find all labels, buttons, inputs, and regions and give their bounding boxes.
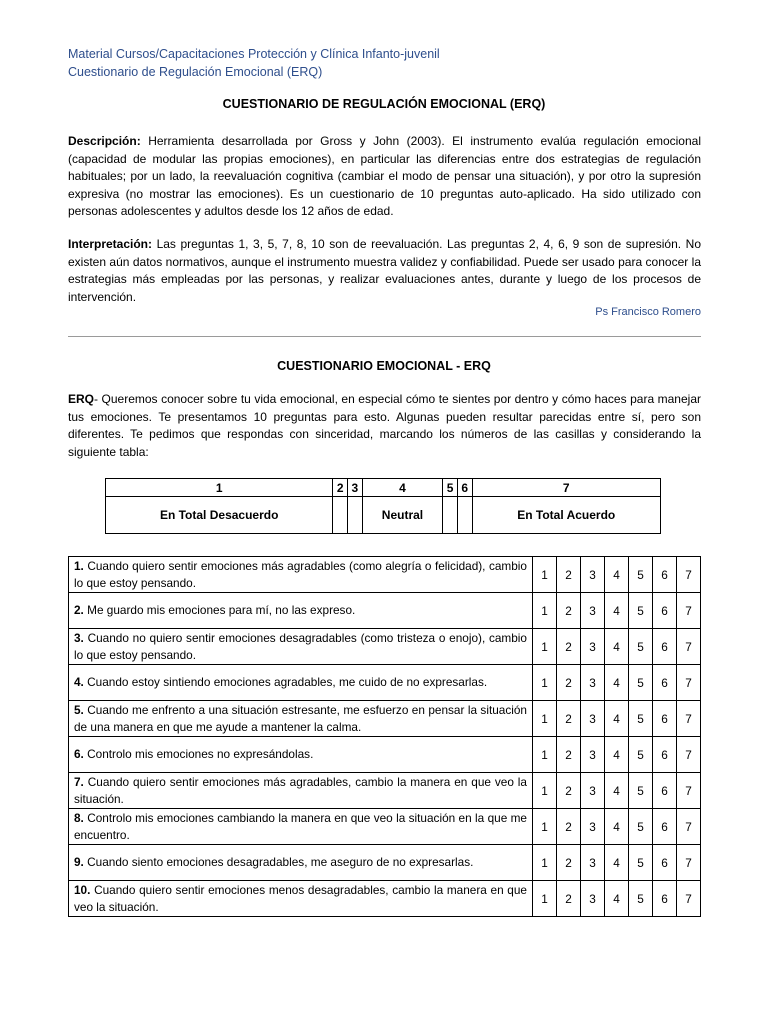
answer-option-4[interactable]: 4 <box>605 809 629 845</box>
main-title: CUESTIONARIO DE REGULACIÓN EMOCIONAL (ERQ) <box>222 97 546 111</box>
intro-label: ERQ <box>68 392 95 406</box>
header-line-questionnaire: Cuestionario de Regulación Emocional (ERQ) <box>68 65 323 79</box>
answer-option-2[interactable]: 2 <box>557 773 581 809</box>
answer-option-3[interactable]: 3 <box>581 845 605 881</box>
answer-option-7[interactable]: 7 <box>677 557 701 593</box>
answer-option-7[interactable]: 7 <box>677 809 701 845</box>
question-text-cell <box>69 737 533 773</box>
interpretation-text: Las preguntas 1, 3, 5, 7, 8, 10 son de reevaluación. Las preguntas 2, 4, 6, 9 son de supresión. No existen aún datos normativos, aunque el instrumento muestra validez y confiabilidad. Puede ser usado para conocer la estrategias más empleadas por las personas, y realizar evaluaciones antes, durante y luego de los procesos de intervención. <box>68 237 701 304</box>
question-number: 10. <box>74 883 91 897</box>
answer-option-5[interactable]: 5 <box>629 557 653 593</box>
description-text: Herramienta desarrollada por Gross y John (2003). El instrumento evalúa regulación emocional (capacidad de modular las propias emociones), en particular las diferencias entre dos estrategias de regulación habituales; por un lado, la reevaluación cognitiva (cambiar el modo de pensar una situación), y por otro la supresión expresiva (no mostrar las emociones). Es un cuestionario de 10 preguntas auto-aplicado. Ha sido utilizado con personas adolescentes y adultos desde los 12 años de edad. <box>68 134 701 218</box>
answer-option-3[interactable]: 3 <box>581 593 605 629</box>
answer-option-4[interactable]: 4 <box>605 881 629 917</box>
question-number: 6. <box>74 747 84 762</box>
question-row <box>69 557 701 593</box>
answer-option-6[interactable]: 6 <box>653 593 677 629</box>
answer-option-1[interactable]: 1 <box>533 593 557 629</box>
question-text: Cuando quiero sentir emociones más agradables, cambio la manera en que veo la situación. <box>74 775 527 806</box>
answer-option-7[interactable]: 7 <box>677 593 701 629</box>
answer-option-4[interactable]: 4 <box>605 665 629 701</box>
scale-header-7: 7 <box>472 479 661 497</box>
answer-option-3[interactable]: 3 <box>581 665 605 701</box>
answer-option-3[interactable]: 3 <box>581 773 605 809</box>
questions-table <box>68 556 701 917</box>
question-text: Cuando quiero sentir emociones más agradables (como alegría o felicidad), cambio lo que estoy pensando. <box>74 559 527 590</box>
answer-option-3[interactable]: 3 <box>581 629 605 665</box>
answer-option-7[interactable]: 7 <box>677 737 701 773</box>
question-text-cell <box>69 629 533 665</box>
answer-option-6[interactable]: 6 <box>653 629 677 665</box>
answer-option-6[interactable]: 6 <box>653 737 677 773</box>
answer-option-1[interactable]: 1 <box>533 701 557 737</box>
question-number: 1. <box>74 559 84 573</box>
question-text-cell <box>69 701 533 737</box>
answer-option-6[interactable]: 6 <box>653 809 677 845</box>
question-text: Cuando no quiero sentir emociones desagradables (como tristeza o enojo), cambio lo que estoy pensando. <box>74 631 527 662</box>
answer-option-2[interactable]: 2 <box>557 737 581 773</box>
section-divider <box>68 336 701 337</box>
question-row <box>69 773 701 809</box>
answer-option-3[interactable]: 3 <box>581 881 605 917</box>
question-text-cell <box>69 665 533 701</box>
question-text-cell <box>69 881 533 917</box>
question-row <box>69 701 701 737</box>
description-label: Descripción: <box>68 134 141 148</box>
answer-option-7[interactable]: 7 <box>677 881 701 917</box>
answer-option-5[interactable]: 5 <box>629 629 653 665</box>
question-text-cell <box>69 845 533 881</box>
answer-option-2[interactable]: 2 <box>557 593 581 629</box>
scale-header-row <box>106 479 661 497</box>
question-text-cell <box>69 593 533 629</box>
intro-text: - Queremos conocer sobre tu vida emocional, en especial cómo te sientes por dentro y cómo haces para manejar tus emociones. Te presentamos 10 preguntas para esto. Algunas pueden resultar parecidas entre sí, pero son diferentes. Te pedimos que respondas con sinceridad, marcando los números de las casillas y considerando la siguiente tabla: <box>68 392 701 459</box>
question-number: 9. <box>74 855 84 870</box>
question-row <box>69 593 701 629</box>
second-title: CUESTIONARIO EMOCIONAL - ERQ <box>277 359 491 373</box>
answer-option-2[interactable]: 2 <box>557 845 581 881</box>
answer-option-2[interactable]: 2 <box>557 629 581 665</box>
question-text: Cuando siento emociones desagradables, me aseguro de no expresarlas. <box>83 855 474 870</box>
answer-option-5[interactable]: 5 <box>629 809 653 845</box>
answer-option-5[interactable]: 5 <box>629 701 653 737</box>
answer-option-2[interactable]: 2 <box>557 557 581 593</box>
question-row <box>69 665 701 701</box>
answer-option-1[interactable]: 1 <box>533 881 557 917</box>
scale-label-5 <box>443 497 458 534</box>
answer-option-4[interactable]: 4 <box>605 629 629 665</box>
scale-label-1: En Total Desacuerdo <box>106 497 333 534</box>
scale-label-row <box>106 497 661 534</box>
answer-option-6[interactable]: 6 <box>653 557 677 593</box>
header-line-course: Material Cursos/Capacitaciones Protección y Clínica Infanto-juvenil <box>68 47 440 61</box>
interpretation-paragraph <box>68 236 701 306</box>
question-text-cell <box>69 557 533 593</box>
question-number: 5. <box>74 703 84 717</box>
question-text-cell <box>69 809 533 845</box>
question-text: Me guardo mis emociones para mí, no las expreso. <box>83 603 356 618</box>
author-signature: Ps Francisco Romero <box>595 306 701 318</box>
question-text-cell <box>69 773 533 809</box>
answer-option-1[interactable]: 1 <box>533 773 557 809</box>
answer-option-3[interactable]: 3 <box>581 557 605 593</box>
question-text: Controlo mis emociones cambiando la manera en que veo la situación en la que me encuentro. <box>74 811 527 842</box>
answer-option-1[interactable]: 1 <box>533 557 557 593</box>
answer-option-5[interactable]: 5 <box>629 773 653 809</box>
document-header <box>68 45 440 81</box>
question-number: 7. <box>74 775 84 789</box>
interpretation-label: Interpretación: <box>68 237 153 251</box>
scale-label-3 <box>348 497 363 534</box>
question-row <box>69 845 701 881</box>
answer-option-6[interactable]: 6 <box>653 881 677 917</box>
answer-option-5[interactable]: 5 <box>629 593 653 629</box>
scale-header-4: 4 <box>362 479 443 497</box>
answer-option-7[interactable]: 7 <box>677 701 701 737</box>
scale-header-6: 6 <box>457 479 472 497</box>
answer-option-3[interactable]: 3 <box>581 701 605 737</box>
answer-option-7[interactable]: 7 <box>677 845 701 881</box>
answer-option-6[interactable]: 6 <box>653 701 677 737</box>
answer-option-2[interactable]: 2 <box>557 701 581 737</box>
scale-table <box>105 478 661 534</box>
scale-label-2 <box>333 497 348 534</box>
answer-option-3[interactable]: 3 <box>581 737 605 773</box>
answer-option-4[interactable]: 4 <box>605 701 629 737</box>
answer-option-4[interactable]: 4 <box>605 773 629 809</box>
question-text: Cuando me enfrento a una situación estresante, me esfuerzo en pensar la situación de una manera en que me ayude a mantener la calma. <box>74 703 527 734</box>
question-text: Cuando quiero sentir emociones menos desagradables, cambio la manera en que veo la situación. <box>74 883 527 914</box>
scale-header-3: 3 <box>348 479 363 497</box>
question-row <box>69 737 701 773</box>
question-number: 2. <box>74 603 84 618</box>
answer-option-1[interactable]: 1 <box>533 845 557 881</box>
question-row <box>69 809 701 845</box>
answer-option-5[interactable]: 5 <box>629 665 653 701</box>
answer-option-7[interactable]: 7 <box>677 665 701 701</box>
scale-label-4: Neutral <box>362 497 443 534</box>
answer-option-5[interactable]: 5 <box>629 737 653 773</box>
question-text: Cuando estoy sintiendo emociones agradables, me cuido de no expresarlas. <box>83 675 488 690</box>
scale-header-5: 5 <box>443 479 458 497</box>
answer-option-6[interactable]: 6 <box>653 665 677 701</box>
answer-option-7[interactable]: 7 <box>677 773 701 809</box>
intro-paragraph <box>68 391 701 461</box>
question-row <box>69 881 701 917</box>
answer-option-4[interactable]: 4 <box>605 845 629 881</box>
answer-option-1[interactable]: 1 <box>533 809 557 845</box>
question-row <box>69 629 701 665</box>
answer-option-1[interactable]: 1 <box>533 665 557 701</box>
answer-option-2[interactable]: 2 <box>557 665 581 701</box>
answer-option-4[interactable]: 4 <box>605 557 629 593</box>
answer-option-1[interactable]: 1 <box>533 737 557 773</box>
question-number: 4. <box>74 675 84 690</box>
scale-label-6 <box>457 497 472 534</box>
question-text: Controlo mis emociones no expresándolas. <box>83 747 314 762</box>
answer-option-3[interactable]: 3 <box>581 809 605 845</box>
scale-label-7: En Total Acuerdo <box>472 497 661 534</box>
answer-option-6[interactable]: 6 <box>653 773 677 809</box>
answer-option-4[interactable]: 4 <box>605 737 629 773</box>
answer-option-6[interactable]: 6 <box>653 845 677 881</box>
question-number: 3. <box>74 631 84 645</box>
description-paragraph <box>68 133 701 221</box>
scale-header-2: 2 <box>333 479 348 497</box>
question-number: 8. <box>74 811 84 825</box>
answer-option-2[interactable]: 2 <box>557 881 581 917</box>
scale-header-1: 1 <box>106 479 333 497</box>
answer-option-2[interactable]: 2 <box>557 809 581 845</box>
answer-option-5[interactable]: 5 <box>629 881 653 917</box>
answer-option-5[interactable]: 5 <box>629 845 653 881</box>
answer-option-7[interactable]: 7 <box>677 629 701 665</box>
answer-option-1[interactable]: 1 <box>533 629 557 665</box>
answer-option-4[interactable]: 4 <box>605 593 629 629</box>
